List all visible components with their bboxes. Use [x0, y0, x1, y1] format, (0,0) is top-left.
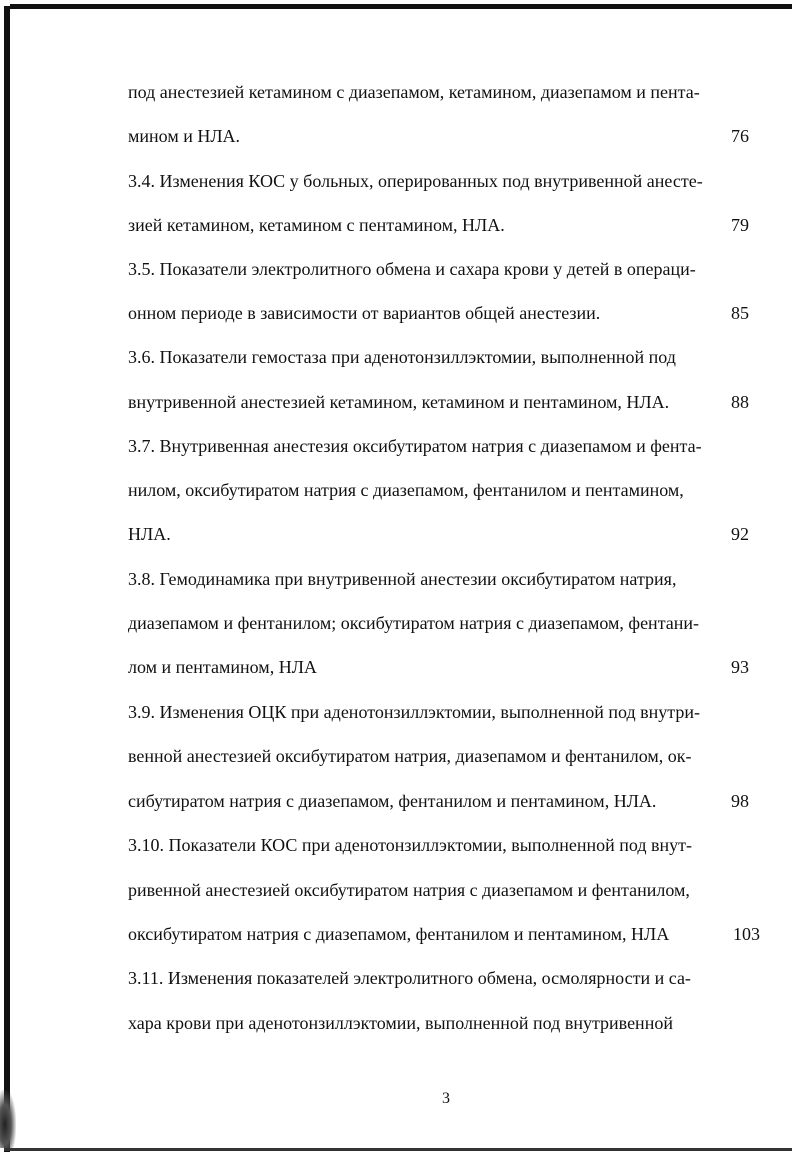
toc-page-number: 103	[733, 924, 760, 944]
toc-line: хара крови при аденотонзиллэктомии, выполненной под внутривенной	[128, 1013, 673, 1033]
toc-line: сибутиратом натрия с диазепамом, фентанилом и пентамином, НЛА.	[128, 791, 657, 811]
scan-border-bottom	[4, 1148, 792, 1151]
toc-page-number: 92	[731, 524, 749, 544]
toc-page-number: 98	[731, 791, 749, 811]
toc-line: онном периоде в зависимости от вариантов общей анестезии.	[128, 303, 601, 323]
page-number: 3	[442, 1090, 450, 1107]
toc-page-number: 85	[731, 303, 749, 323]
toc-page-number: 88	[731, 392, 749, 412]
toc-line: 3.5. Показатели электролитного обмена и сахара крови у детей в операци-	[128, 259, 696, 279]
scan-border-left	[4, 6, 10, 1152]
toc-line: 3.4. Изменения КОС у больных, оперированных под внутривенной анесте-	[128, 171, 703, 191]
toc-line: 3.6. Показатели гемостаза при аденотонзиллэктомии, выполненной под	[128, 347, 676, 367]
toc-page-number: 76	[731, 126, 749, 146]
toc-line: мином и НЛА.	[128, 126, 241, 146]
toc-line: ривенной анестезией оксибутиратом натрия с диазепамом и фентанилом,	[128, 880, 690, 900]
scan-border-top	[10, 4, 792, 9]
toc-line: нилом, оксибутиратом натрия с диазепамом, фентанилом и пентамином,	[128, 480, 684, 500]
toc-line: венной анестезией оксибутиратом натрия, диазепамом и фентанилом, ок-	[128, 746, 692, 766]
toc-line: лом и пентамином, НЛА	[128, 657, 317, 677]
toc-line: диазепамом и фентанилом; оксибутиратом натрия с диазепамом, фентани-	[128, 613, 700, 633]
toc-page-number: 79	[731, 215, 749, 235]
toc-line: 3.11. Изменения показателей электролитного обмена, осмолярности и са-	[128, 968, 691, 988]
toc-line: оксибутиратом натрия с диазепамом, фентанилом и пентамином, НЛА	[128, 924, 670, 944]
toc-page-number: 93	[731, 657, 749, 677]
toc-line: внутривенной анестезией кетамином, кетамином и пентамином, НЛА.	[128, 392, 670, 412]
toc-line: зией кетамином, кетамином с пентамином, НЛА.	[128, 215, 505, 235]
toc-line: 3.9. Изменения ОЦК при аденотонзиллэктомии, выполненной под внутри-	[128, 702, 700, 722]
toc-line: НЛА.	[128, 524, 171, 544]
toc-line: 3.7. Внутривенная анестезия оксибутиратом натрия с диазепамом и фента-	[128, 436, 702, 456]
toc-line: 3.10. Показатели КОС при аденотонзиллэктомии, выполненной под внут-	[128, 835, 693, 855]
toc-line: под анестезией кетамином с диазепамом, кетамином, диазепамом и пента-	[128, 82, 700, 102]
scan-artifact	[0, 1090, 16, 1148]
toc-line: 3.8. Гемодинамика при внутривенной анестезии оксибутиратом натрия,	[128, 569, 677, 589]
